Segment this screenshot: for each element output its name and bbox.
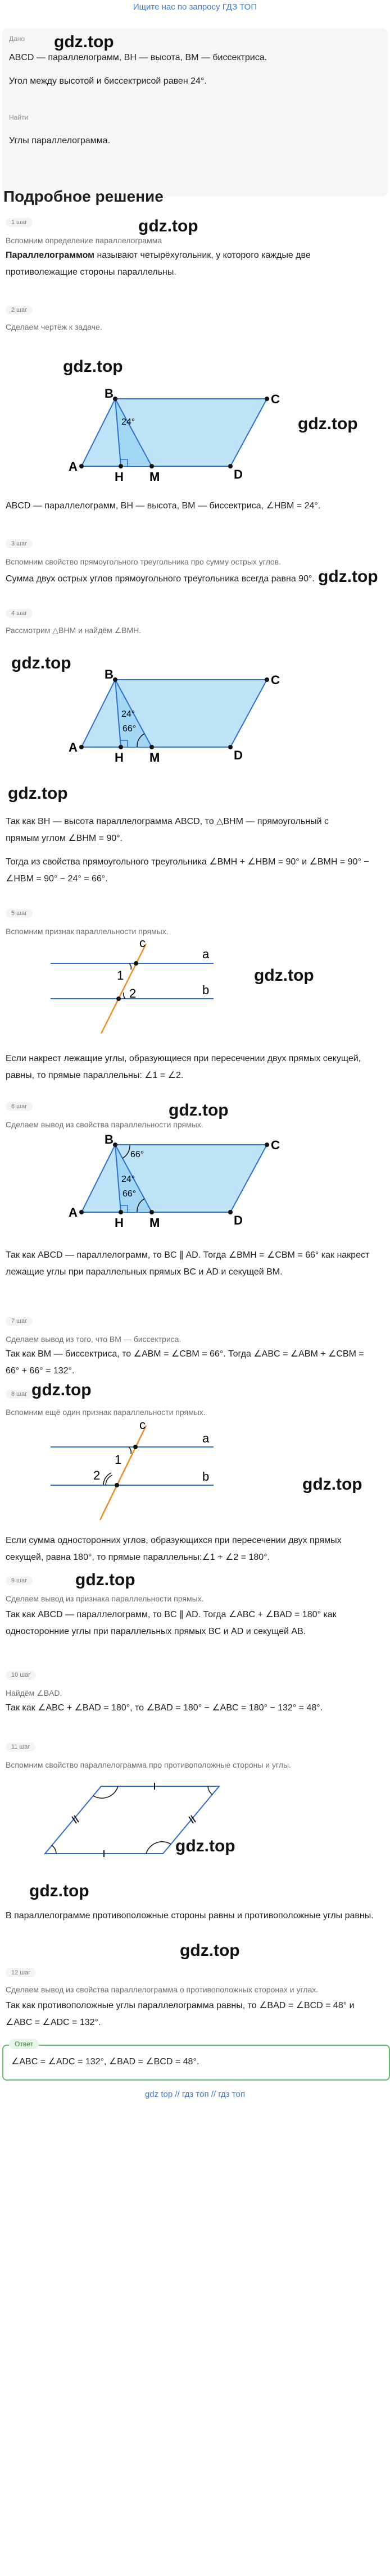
find-label: Найти: [9, 113, 29, 121]
step-tag: 7 шаг: [6, 1317, 33, 1326]
footer-links[interactable]: gdz top // гдз топ // гдз топ: [144, 2090, 246, 2099]
label-M: M: [149, 750, 160, 764]
label-B: B: [105, 668, 114, 681]
given-line2: Угол между высотой и биссектрисой равен 24°.: [9, 76, 207, 86]
step-tag: 2 шаг: [6, 306, 33, 315]
label-D: D: [234, 1213, 243, 1227]
step-tag: 6 шаг: [6, 1102, 33, 1111]
label-B: B: [105, 388, 114, 400]
angle-2: 2: [93, 1468, 101, 1482]
top-link[interactable]: Ищите нас по запросу ГДЗ ТОП: [133, 2, 257, 12]
step-note: Вспомним свойство прямоугольного треугольника про сумму острых углов.: [6, 557, 282, 566]
step-text: Тогда из свойства прямоугольного треугольника ∠BMH + ∠HBM = 90° и ∠BMH = 90° − ∠HBM = 90° − 24° = 66°.: [6, 857, 369, 884]
label-B: B: [105, 1134, 114, 1146]
step-note: Сделаем вывод из того, что BM — биссектриса.: [6, 1335, 182, 1344]
step-tag: 4 шаг: [6, 609, 33, 618]
label-A: A: [69, 1205, 78, 1219]
step-text: В параллелограмме противоположные стороны равны и противоположные углы равны.: [6, 1911, 374, 1920]
step-text: Так как ∠ABC + ∠BAD = 180°, то ∠BAD = 180° − ∠ABC = 180° − 132° = 48°.: [6, 1703, 323, 1713]
step-text: ABCD — параллелограмм, BH — высота, BM — биссектриса, ∠HBM = 24°.: [6, 501, 321, 511]
label-H: H: [115, 1216, 124, 1229]
step-text: Если накрест лежащие углы, образующиеся при пересечении двух прямых секущей, равны, то прямые параллельны: ∠1 = ∠2.: [6, 1054, 361, 1080]
find-line1: Углы параллелограмма.: [9, 136, 110, 145]
step-note: Сделаем чертёж к задаче.: [6, 322, 102, 331]
label-C: C: [271, 392, 280, 406]
solution-title: Подробное решение: [3, 188, 164, 205]
watermark: gdz.top: [138, 217, 198, 235]
step-note: Сделаем вывод из свойства параллельности прямых.: [6, 1120, 203, 1129]
step-tag: 3 шаг: [6, 539, 33, 548]
step-tag: 12 шаг: [6, 1968, 36, 1977]
step-tag: 8 шаг: [6, 1390, 33, 1399]
step-bold: Параллелограммом: [6, 251, 95, 260]
angle-1: 1: [115, 1453, 122, 1467]
step-text: Так как противоположные углы параллелограмма равны, то ∠BAD = ∠BCD = 48° и ∠ABC = ∠ADC = 132°.: [6, 2001, 355, 2027]
answer-box: [2, 2040, 390, 2081]
step-text: Так как BM — биссектриса, то ∠ABM = ∠CBM = 66°. Тогда ∠ABC = ∠ABM + ∠CBM = 66° + 66° = 132°.: [6, 1349, 364, 1376]
step-tag: 5 шаг: [6, 909, 33, 918]
label-C: C: [271, 1138, 280, 1152]
angle-24: 24°: [121, 1175, 135, 1184]
watermark: gdz.top: [75, 1571, 135, 1589]
step-text: [6, 247, 377, 281]
label-M: M: [149, 470, 160, 483]
angle-66: 66°: [123, 724, 137, 734]
watermark: gdz.top: [298, 415, 358, 433]
label-c: c: [139, 1419, 146, 1432]
step-note: Вспомним определение параллелограмма: [6, 236, 162, 245]
label-b: b: [202, 983, 210, 997]
step-tag: 1 шаг: [6, 218, 33, 227]
step-text: Так как BH — высота параллелограмма ABCD, то △BHM — прямоугольный с прямым углом ∠BHM = 90°.: [6, 817, 329, 843]
watermark: gdz.top: [63, 357, 123, 376]
step-note: Сделаем вывод из свойства параллелограмма о противоположных сторонах и углах.: [6, 1985, 319, 1994]
label-D: D: [234, 467, 243, 481]
step-note: Сделаем вывод из признака параллельности прямых.: [6, 1594, 204, 1603]
angle-66-top: 66°: [130, 1150, 144, 1159]
label-c: c: [139, 938, 146, 950]
angle-24: 24°: [121, 417, 135, 427]
label-H: H: [115, 750, 124, 764]
label-a: a: [202, 947, 210, 961]
watermark: gdz.top: [169, 1101, 229, 1119]
watermark: gdz.top: [29, 1882, 89, 1900]
label-C: C: [271, 673, 280, 687]
given-line1: ABCD — параллелограмм, BH — высота, BM — биссектриса.: [9, 53, 267, 62]
angle-1: 1: [117, 968, 124, 982]
watermark: gdz.top: [54, 33, 114, 51]
angle-2: 2: [129, 986, 137, 1000]
step-tag: 11 шаг: [6, 1742, 35, 1751]
figure-parallelogram-1: [67, 388, 281, 483]
watermark: gdz.top: [302, 1475, 362, 1494]
label-A: A: [69, 459, 78, 474]
label-b: b: [202, 1469, 210, 1483]
step-text: Сумма двух острых углов прямоугольного треугольника всегда равна 90°.: [6, 574, 315, 584]
watermark: gdz.top: [318, 567, 378, 586]
answer-tag: Ответ: [9, 2039, 39, 2049]
step-text: Так как ABCD — параллелограмм, то BC ∥ AD. Тогда ∠ABC + ∠BAD = 180° как односторонние углы при параллельных прямых BC и AD и секущей AB.: [6, 1610, 337, 1636]
step-rest: называют четырёхугольник, у которого каждые две противолежащие стороны параллельны.: [6, 251, 311, 277]
watermark: gdz.top: [31, 1381, 92, 1399]
step-tag: 9 шаг: [6, 1576, 33, 1585]
figure-parallel-lines-2: [51, 1419, 219, 1526]
given-label: Дано: [9, 35, 25, 43]
step-note: Вспомним признак параллельности прямых.: [6, 927, 169, 936]
step-note: Найдём ∠BAD.: [6, 1688, 62, 1697]
figure-parallelogram-3: [67, 1134, 281, 1229]
label-H: H: [115, 470, 124, 483]
label-a: a: [202, 1431, 210, 1445]
watermark: gdz.top: [180, 1941, 240, 1960]
angle-66: 66°: [123, 1189, 137, 1199]
label-A: A: [69, 740, 78, 754]
figure-parallelogram-2: [67, 668, 281, 764]
label-D: D: [234, 748, 243, 762]
step-tag: 10 шаг: [6, 1671, 36, 1680]
step-text: Если сумма односторонних углов, образующихся при пересечении двух прямых секущей, равна 180°, то прямые параллельны:∠1 + ∠2 = 180°.: [6, 1536, 342, 1562]
figure-parallel-lines-1: [51, 938, 219, 1039]
watermark: gdz.top: [8, 784, 68, 803]
watermark: gdz.top: [254, 966, 314, 985]
step-text: Так как ABCD — параллелограмм, то BC ∥ AD. Тогда ∠BMH = ∠CBM = 66° как накрест лежащие углы при параллельных прямых BC и AD и секущей BM.: [6, 1250, 370, 1277]
step-note: Вспомним ещё один признак параллельности прямых.: [6, 1408, 206, 1417]
angle-24: 24°: [121, 709, 135, 719]
step-note: Рассмотрим △BHM и найдём ∠BMH.: [6, 626, 142, 635]
answer-text: ∠ABC = ∠ADC = 132°, ∠BAD = ∠BCD = 48°.: [11, 2057, 199, 2067]
label-M: M: [149, 1216, 160, 1229]
step-note: Вспомним свойство параллелограмма про противоположные стороны и углы.: [6, 1760, 291, 1769]
watermark: gdz.top: [11, 654, 71, 672]
watermark: gdz.top: [175, 1837, 235, 1855]
